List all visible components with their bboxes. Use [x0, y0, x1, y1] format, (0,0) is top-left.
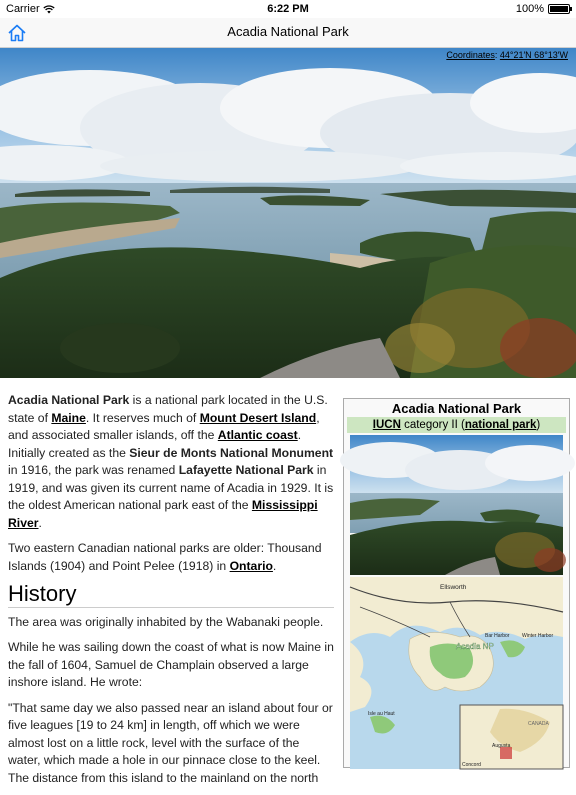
park-name-bold: Acadia National Park — [8, 393, 130, 407]
champlain-text: Samuel de Champlain — [94, 657, 215, 672]
park-landscape-photo — [0, 48, 576, 378]
coordinates-value-link[interactable]: 44°21′N 68°13′W — [499, 50, 568, 60]
map-label-bar-harbor: Bar Harbor — [485, 633, 510, 639]
map-label-acadia-np: Acadia NP — [456, 642, 494, 651]
national-park-text: national park — [155, 393, 225, 407]
battery-icon — [548, 4, 570, 14]
text: While he was sailing down the coast of what is now Maine in the fall of 1604, — [8, 640, 334, 672]
infobox — [343, 398, 570, 768]
text: . — [272, 558, 277, 573]
wabanaki-text: Wabanaki — [226, 614, 280, 629]
text: in 1916, the park was renamed — [8, 463, 179, 477]
map-label-concord: Concord — [462, 762, 481, 768]
text: , and associated smaller islands, off the — [8, 410, 320, 442]
status-bar — [0, 0, 576, 18]
thousand-islands-text: Thousand Islands — [8, 541, 322, 573]
clock: 6:22 PM — [267, 3, 309, 15]
older-parks-paragraph — [8, 540, 334, 575]
carrier-label: Carrier — [6, 3, 40, 15]
maine-link[interactable]: Maine — [51, 410, 86, 425]
ontario-link[interactable]: Ontario — [229, 558, 273, 573]
coordinates-label-link[interactable]: Coordinates — [446, 50, 495, 60]
mississippi-river-link[interactable]: Mississippi River — [8, 498, 318, 530]
infobox-location-map[interactable] — [350, 577, 563, 769]
page-title: Acadia National Park — [227, 24, 349, 39]
status-right — [516, 3, 570, 15]
history-heading: History — [8, 585, 334, 608]
national-park-link[interactable]: national park — [464, 419, 537, 431]
text: . Initially created as the — [8, 428, 302, 460]
infobox-title: Acadia National Park — [391, 401, 522, 416]
infobox-landscape-photo — [350, 435, 563, 575]
atlantic-coast-link[interactable]: Atlantic coast — [217, 428, 298, 442]
champlain-quote: "That same day we also passed near an island about four or five leagues [19 to 24 km] in length, off which we were almost lost on a little rock, level with the surface of the water, which made a hole in our pinnace close to the keel. The distance from this island to the mainland on the north — [8, 700, 333, 785]
text: The area was originally inhabited by the — [8, 614, 227, 629]
map-label-augusta: Augusta — [492, 743, 511, 749]
map-label-canada: CANADA — [528, 721, 549, 727]
text: Two eastern Canadian national parks are older: — [8, 541, 268, 555]
text: located in the U.S. state of — [8, 393, 328, 425]
navigation-bar — [0, 18, 576, 48]
text: . — [38, 515, 42, 530]
map-label-winter-harbor: Winter Harbor — [522, 633, 554, 639]
infobox-category — [347, 417, 566, 433]
text: ) — [536, 419, 541, 431]
text: is a — [129, 393, 155, 407]
lafayette-bold: Lafayette National Park — [178, 463, 314, 477]
text: observed a large inshore island. He wrote: — [8, 657, 309, 689]
point-pelee-text: Point Pelee — [112, 558, 175, 573]
sieur-de-monts-bold: Sieur de Monts National Monument — [129, 445, 334, 460]
infobox-photo[interactable] — [350, 435, 563, 575]
location-map-graphic — [350, 577, 563, 769]
text: (1904) and — [46, 558, 113, 573]
article-body — [8, 392, 334, 795]
hero-image — [0, 48, 576, 378]
map-label-ellsworth: Ellsworth — [440, 584, 467, 591]
text: category II ( — [400, 419, 465, 431]
text: people. — [279, 614, 324, 629]
map-label-isle-au-haut: Isle au Haut — [368, 711, 395, 717]
battery-percent: 100% — [515, 3, 544, 15]
text: (1918) in — [174, 558, 230, 573]
iucn-link[interactable]: IUCN — [372, 419, 401, 431]
history-paragraph-1 — [8, 614, 334, 632]
history-paragraph-2 — [8, 639, 334, 692]
intro-paragraph — [8, 392, 334, 532]
mount-desert-island-link[interactable]: Mount Desert Island — [199, 410, 317, 425]
text: . It reserves much of — [85, 410, 200, 425]
text: in 1919, and was given its current name of Acadia in 1929. It is the oldest American national park east of the — [8, 463, 334, 512]
coordinates: Coordinates: 44°21′N 68°13′W — [446, 50, 568, 60]
